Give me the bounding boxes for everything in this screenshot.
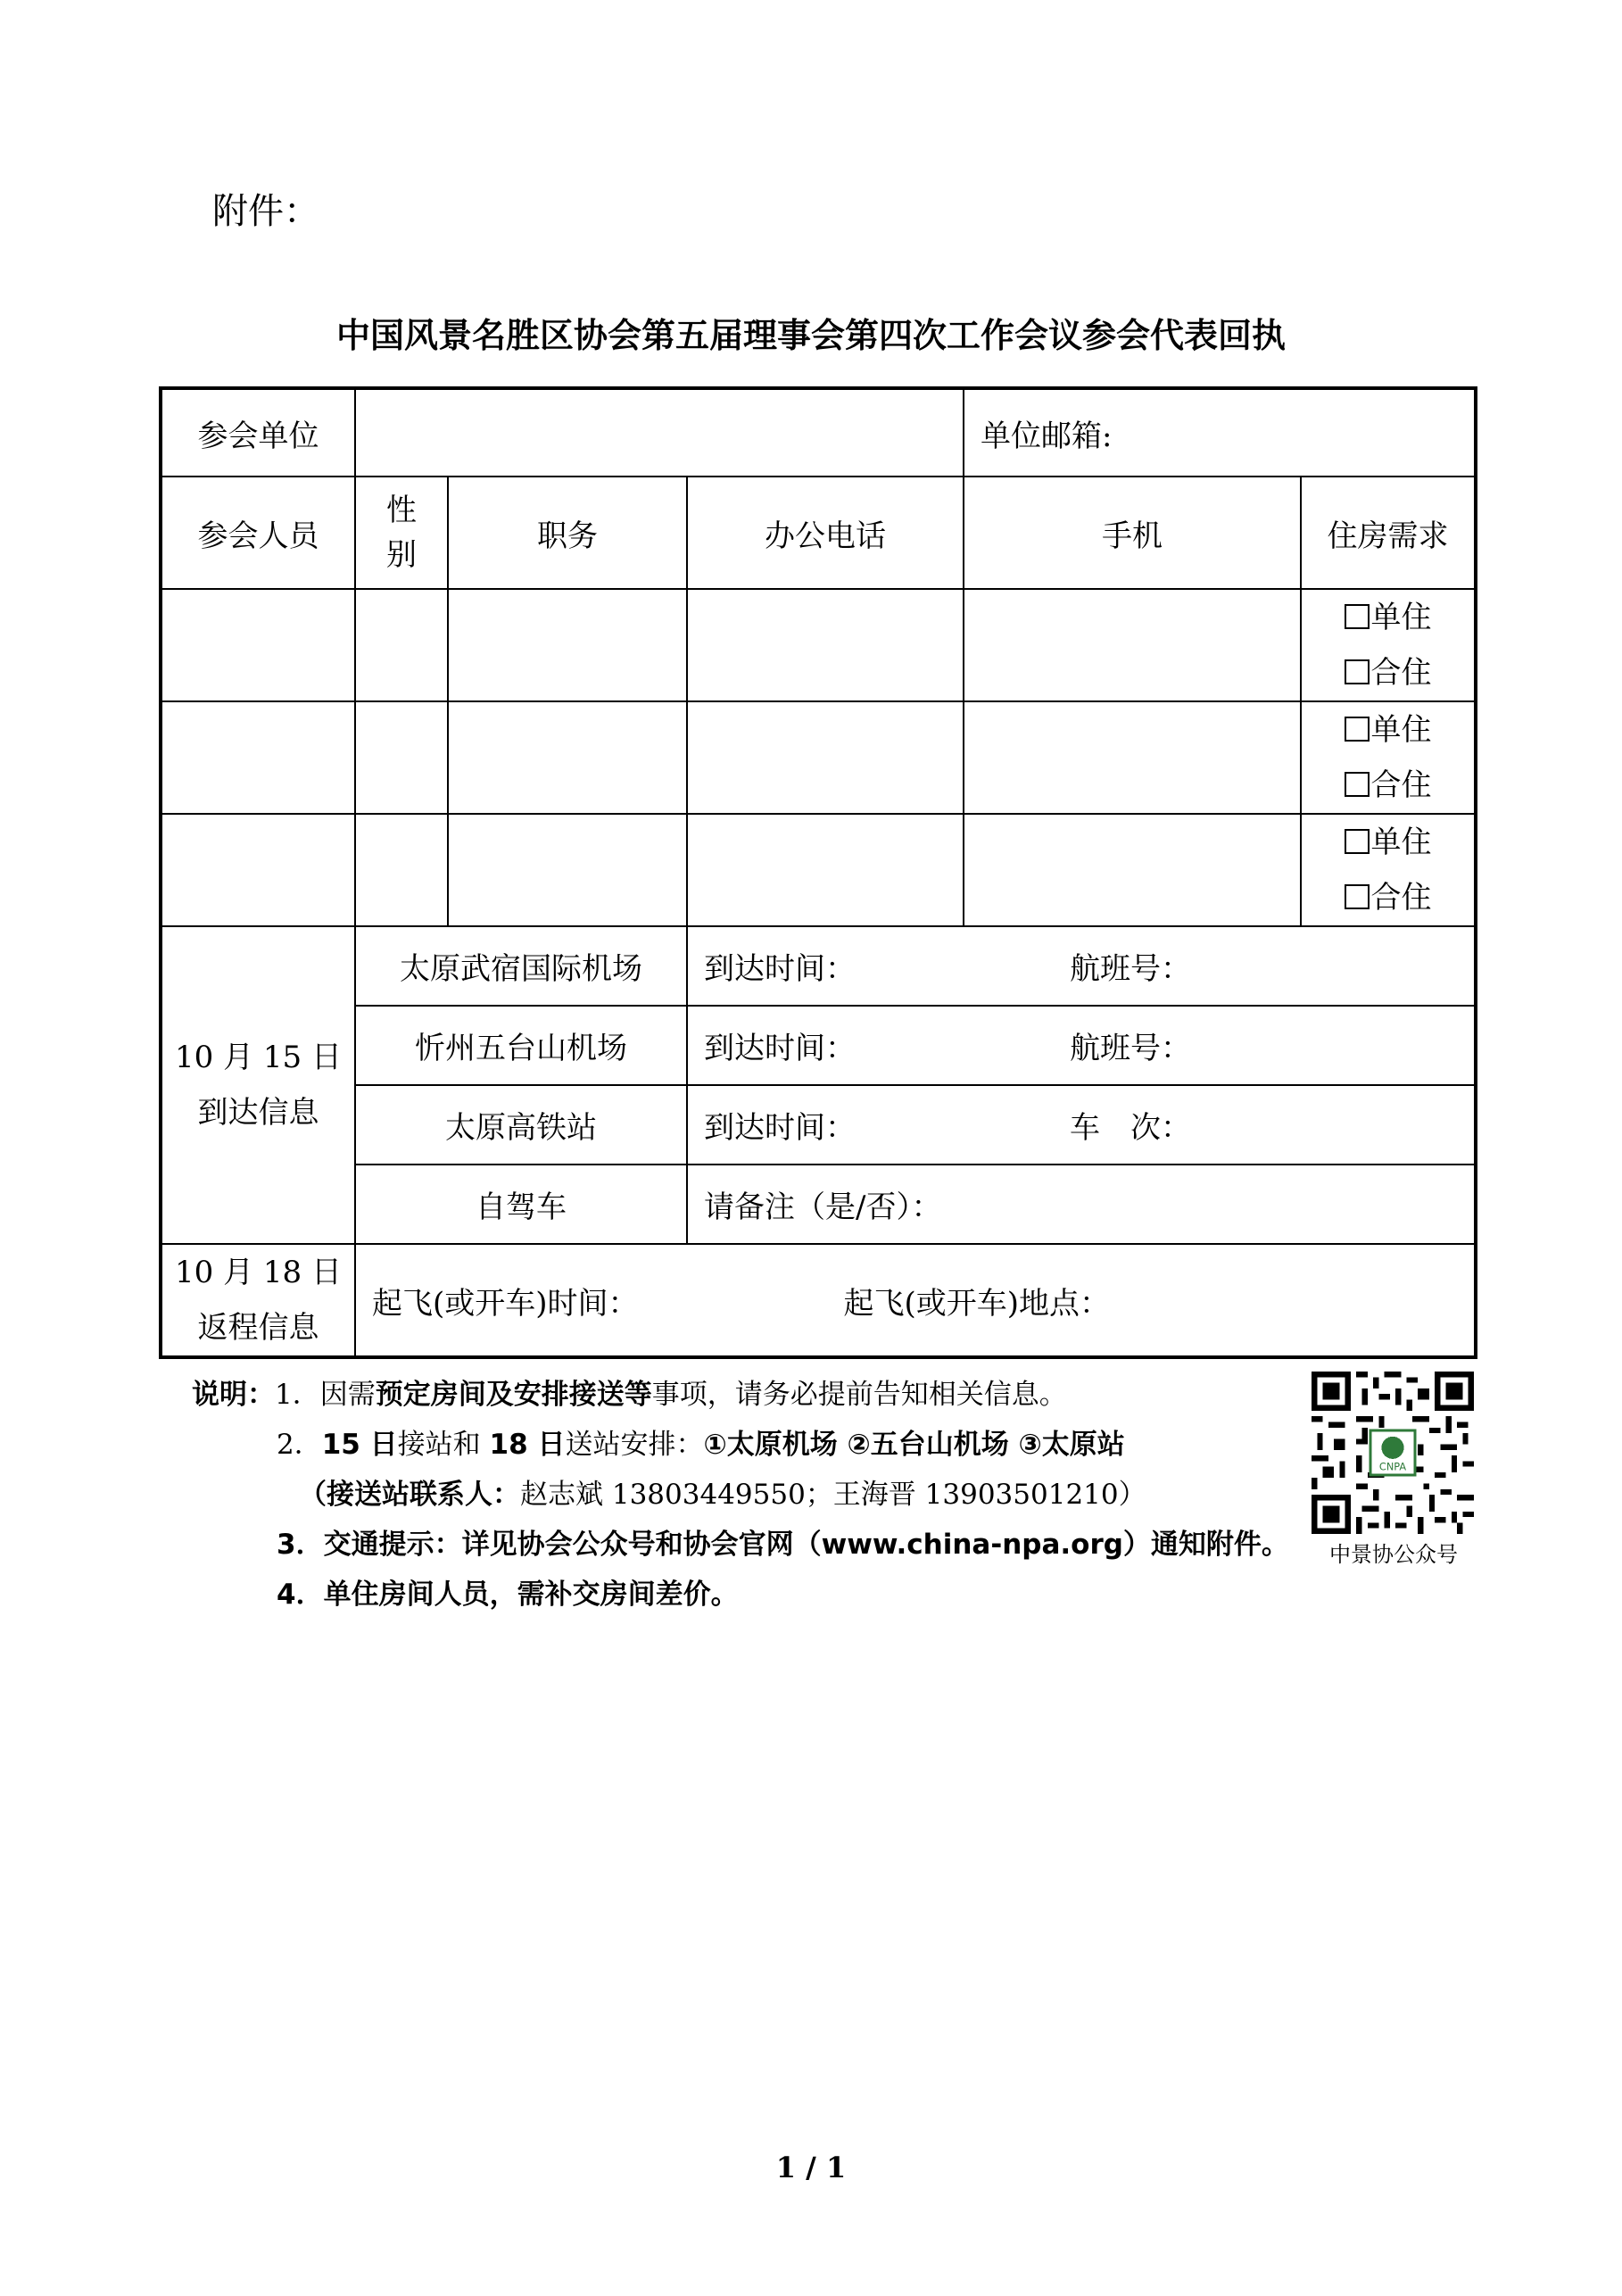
arrival-details-row[interactable] (687, 1006, 1476, 1085)
return-details-row[interactable] (355, 1244, 1476, 1357)
office-phone-cell[interactable] (687, 589, 964, 701)
checkbox-icon[interactable] (1345, 604, 1370, 629)
notes (192, 1370, 1289, 1620)
checkbox-icon[interactable] (1345, 884, 1370, 909)
attachment-label: 附件： (212, 191, 319, 232)
email-label[interactable]: 单位邮箱: (964, 388, 1476, 477)
qr-logo-text: CNPA (1378, 1461, 1407, 1473)
checkbox-icon[interactable] (1345, 829, 1370, 854)
table-row (161, 701, 1476, 814)
note-2 (192, 1420, 1289, 1470)
return-label: 返程信息 (197, 1310, 319, 1346)
housing-single-label: 单住 (1370, 712, 1432, 748)
arrival-time-label: 到达时间： (704, 951, 856, 987)
housing-single-option[interactable] (1302, 590, 1474, 645)
unit-input-cell[interactable] (355, 388, 964, 477)
gender-cell[interactable] (355, 701, 448, 814)
return-date: 10 月 18 日 (175, 1255, 342, 1290)
note-2-date-1: 15 日 (321, 1429, 398, 1461)
qr-caption: 中景协公众号 (1329, 1542, 1458, 1567)
gender-cell[interactable] (355, 814, 448, 926)
note-2-date-2: 18 日 (489, 1429, 566, 1461)
header-gender-line2: 别 (386, 537, 417, 573)
arrival-place-taiyuan-rail: 太原高铁站 (355, 1085, 687, 1165)
housing-single-label: 单住 (1370, 600, 1432, 635)
gender-cell[interactable] (355, 589, 448, 701)
header-mobile: 手机 (964, 477, 1301, 589)
arrival-info-cell (161, 926, 355, 1244)
arrival-place-self-drive: 自驾车 (355, 1165, 687, 1244)
arrival-time-label: 到达时间： (704, 1031, 856, 1066)
housing-cell (1301, 589, 1476, 701)
mobile-cell[interactable] (964, 701, 1301, 814)
office-phone-cell[interactable] (687, 701, 964, 814)
note-3: 3．交通提示：详见协会公众号和协会官网（www.china-npa.org）通知附件。 (277, 1529, 1289, 1561)
housing-shared-label: 合住 (1370, 880, 1432, 916)
train-number-label: 车 次： (1070, 1110, 1191, 1146)
table-row (161, 589, 1476, 701)
checkbox-icon[interactable] (1345, 772, 1370, 797)
departure-place-label: 起飞(或开车)地点： (843, 1285, 1111, 1322)
header-gender (355, 477, 448, 589)
person-cell[interactable] (161, 814, 355, 926)
position-cell[interactable] (448, 814, 687, 926)
arrival-time-label: 到达时间： (704, 1110, 856, 1146)
header-office-phone: 办公电话 (687, 477, 964, 589)
housing-cell (1301, 814, 1476, 926)
note-4: 4．单住房间人员，需补交房间差价。 (277, 1579, 739, 1611)
departure-time-label: 起飞(或开车)时间： (372, 1285, 639, 1322)
header-housing: 住房需求 (1301, 477, 1476, 589)
note-2-contact-label: （接送站联系人： (299, 1479, 520, 1511)
flight-number-label: 航班号： (1070, 951, 1191, 987)
note-2-contacts (192, 1470, 1289, 1520)
note-1 (192, 1370, 1289, 1420)
arrival-details-row[interactable] (687, 1085, 1476, 1165)
note-2-text-1: 接站和 (397, 1429, 490, 1461)
arrival-date: 10 月 15 日 (175, 1040, 342, 1075)
note-1-prefix: 1．因需 (275, 1379, 376, 1411)
housing-single-option[interactable] (1302, 815, 1474, 870)
office-phone-cell[interactable] (687, 814, 964, 926)
checkbox-icon[interactable] (1345, 659, 1370, 684)
page-number: 1 / 1 (775, 2151, 847, 2184)
notes-label: 说明： (192, 1379, 275, 1411)
note-2-contact-values: 赵志斌 13803449550；王海晋 13903501210） (520, 1479, 1146, 1511)
housing-shared-label: 合住 (1370, 767, 1432, 803)
housing-single-label: 单住 (1370, 825, 1432, 860)
arrival-label: 到达信息 (197, 1095, 319, 1131)
page-title: 中国风景名胜区协会第五届理事会第四次工作会议参会代表回执 (335, 316, 1286, 355)
position-cell[interactable] (448, 589, 687, 701)
housing-shared-option[interactable] (1302, 645, 1474, 700)
housing-shared-option[interactable] (1302, 758, 1474, 813)
qr-code-icon (1312, 1372, 1474, 1534)
unit-label: 参会单位 (161, 388, 355, 477)
person-cell[interactable] (161, 701, 355, 814)
housing-shared-label: 合住 (1370, 655, 1432, 691)
note-2-text-2: 送站安排： (565, 1429, 704, 1461)
checkbox-icon[interactable] (1345, 717, 1370, 742)
note-2-prefix: 2． (277, 1429, 322, 1461)
mobile-cell[interactable] (964, 589, 1301, 701)
note-1-suffix: 事项，请务必提前告知相关信息。 (651, 1379, 1067, 1411)
header-position: 职务 (448, 477, 687, 589)
person-cell[interactable] (161, 589, 355, 701)
arrival-place-taiyuan-airport: 太原武宿国际机场 (355, 926, 687, 1006)
header-person: 参会人员 (161, 477, 355, 589)
arrival-place-wutaishan-airport: 忻州五台山机场 (355, 1006, 687, 1085)
flight-number-label: 航班号： (1070, 1031, 1191, 1066)
housing-shared-option[interactable] (1302, 870, 1474, 925)
table-row (161, 814, 1476, 926)
registration-form-table (159, 386, 1477, 1359)
housing-single-option[interactable] (1302, 702, 1474, 758)
arrival-details-row[interactable] (687, 926, 1476, 1006)
note-1-bold: 预定房间及安排接送等 (375, 1379, 652, 1411)
return-info-cell (161, 1244, 355, 1357)
self-drive-note-label[interactable]: 请备注（是/否）： (687, 1165, 1476, 1244)
mobile-cell[interactable] (964, 814, 1301, 926)
housing-cell (1301, 701, 1476, 814)
header-gender-line1: 性 (386, 493, 417, 528)
note-2-stations: ①太原机场 ②五台山机场 ③太原站 (703, 1429, 1125, 1461)
position-cell[interactable] (448, 701, 687, 814)
